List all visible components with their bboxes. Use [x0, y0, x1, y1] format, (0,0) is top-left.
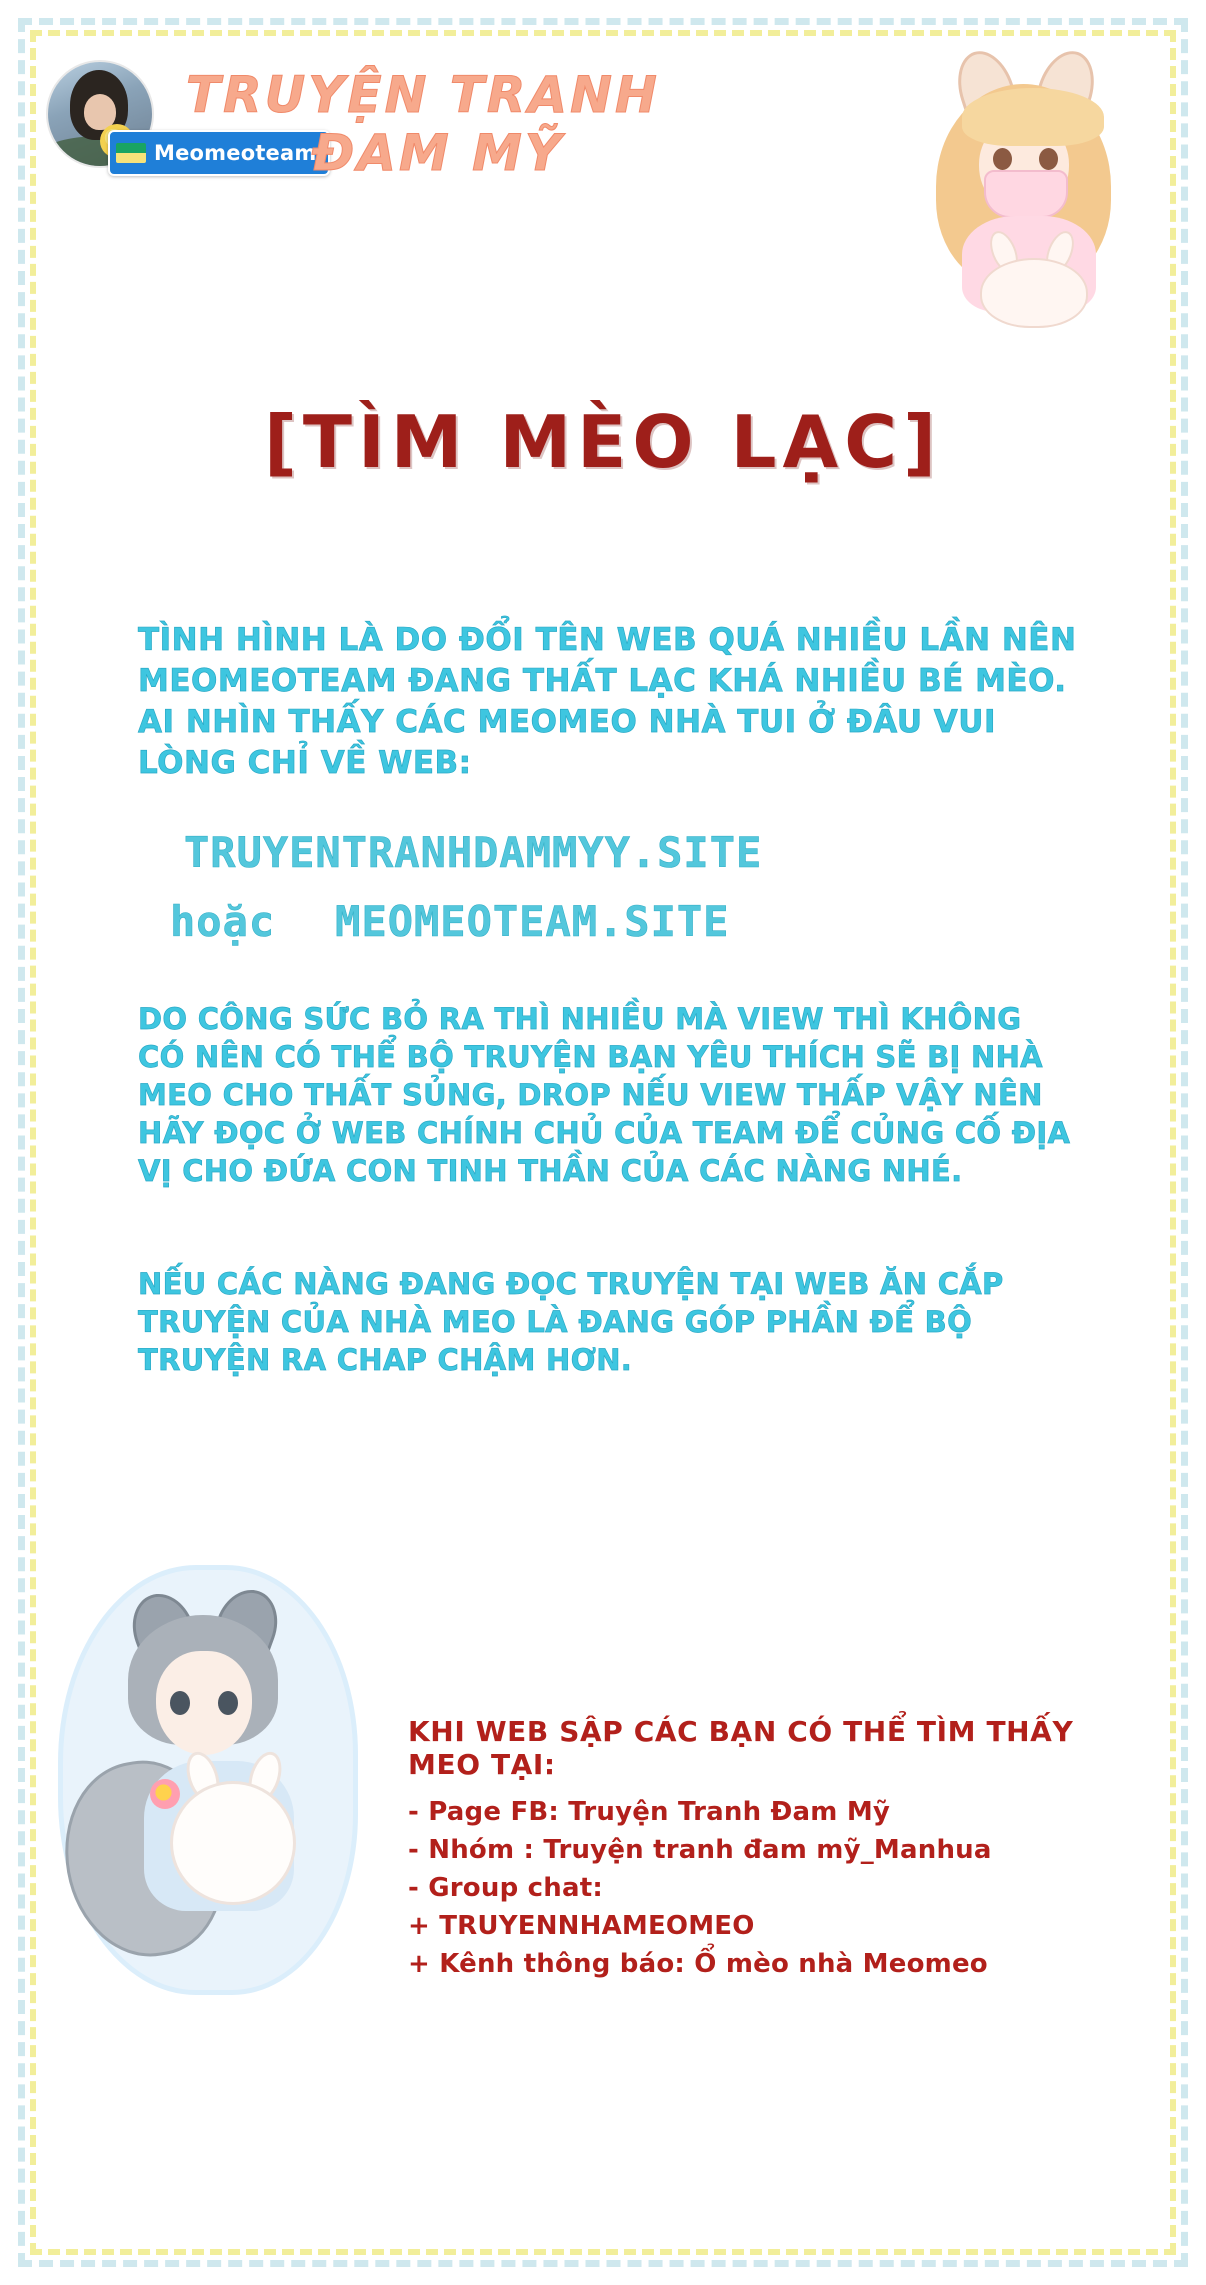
contact-title: KHI WEB SẬP CÁC BẠN CÓ THỂ TÌM THẤY MEO TẠI: — [408, 1715, 1074, 1781]
contact-item: + TRUYENNHAMEOMEO — [408, 1911, 755, 1941]
intro-paragraph: TÌNH HÌNH LÀ DO ĐỔI TÊN WEB QUÁ NHIỀU LẦN NÊN MEOMEOTEAM ĐANG THẤT LẠC KHÁ NHIỀU BÉ MÈO. AI NHÌN THẤY CÁC MEOMEO NHÀ TUI Ở ĐÂU VUI LÒNG CHỈ VỀ WEB: — [138, 622, 1077, 781]
brand-title-line1: TRUYỆN TRANH — [186, 66, 660, 124]
plush-toy-icon — [170, 1781, 296, 1905]
brand-title-line2: ĐAM MỸ — [312, 124, 565, 182]
bunny-plush-icon — [980, 258, 1088, 328]
secondary-site-link[interactable]: MEOMEOTEAM.SITE — [335, 897, 730, 946]
body-paragraph-3: NẾU CÁC NÀNG ĐANG ĐỌC TRUYỆN TẠI WEB ĂN CẮP TRUYỆN CỦA NHÀ MEO LÀ ĐANG GÓP PHẦN ĐỂ BỘ TRUYỆN RA CHAP CHẬM HƠN. — [138, 1267, 1004, 1377]
girl-eye-right — [1039, 148, 1058, 170]
website-links — [170, 828, 1070, 946]
contact-item: - Nhóm : Truyện tranh đam mỹ_Manhua — [408, 1835, 992, 1865]
contact-section — [408, 1715, 1108, 1983]
primary-site-link[interactable]: TRUYENTRANHDAMMYY.SITE — [184, 828, 763, 877]
or-label: hoặc — [170, 897, 276, 946]
header — [46, 44, 1156, 294]
wolf-boy-illustration — [58, 1565, 348, 1995]
contact-item: + Kênh thông báo: Ổ mèo nhà Meomeo — [408, 1949, 988, 1979]
wolf-eye-right — [218, 1691, 238, 1715]
girl-illustration — [896, 44, 1146, 334]
girl-face-mask — [984, 170, 1068, 218]
team-name-label: Meomeoteam — [154, 141, 317, 165]
contact-item: - Page FB: Truyện Tranh Đam Mỹ — [408, 1797, 891, 1827]
contact-item: - Group chat: — [408, 1873, 603, 1903]
brand-title — [186, 66, 806, 182]
secondary-site-row — [170, 897, 1070, 946]
wolf-flower-icon — [150, 1779, 180, 1809]
page-title: [TÌM MÈO LẠC] — [264, 400, 942, 484]
girl-bangs — [962, 88, 1104, 146]
wolf-eye-left — [170, 1691, 190, 1715]
girl-eye-left — [993, 148, 1012, 170]
body-paragraph-2: DO CÔNG SỨC BỎ RA THÌ NHIỀU MÀ VIEW THÌ KHÔNG CÓ NÊN CÓ THỂ BỘ TRUYỆN BẠN YÊU THÍCH SẼ BỊ NHÀ MEO CHO THẤT SỦNG, DROP NẾU VIEW THẤP VẬY NÊN HÃY ĐỌC Ở WEB CHÍNH CHỦ CỦA TEAM ĐỂ CỦNG CỐ ĐỊA VỊ CHO ĐỨA CON TINH THẦN CỦA CÁC NÀNG NHÉ. — [138, 1002, 1071, 1188]
flag-icon — [116, 143, 146, 163]
